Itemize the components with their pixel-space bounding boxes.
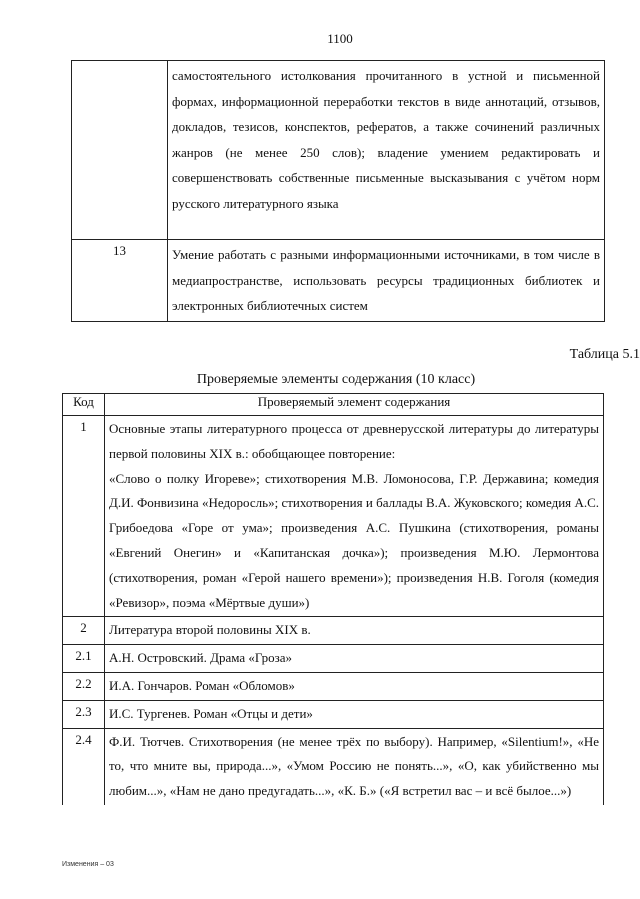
table-continued	[71, 60, 605, 322]
row-content	[105, 416, 604, 617]
table-row	[72, 240, 605, 322]
table-row	[63, 672, 604, 700]
table-row	[63, 416, 604, 617]
table-row	[63, 617, 604, 645]
row-code: 2.3	[63, 700, 105, 728]
table-row	[72, 61, 605, 240]
page-number: 1100	[327, 31, 353, 46]
row-code: 2.1	[63, 645, 105, 673]
table-row	[63, 700, 604, 728]
table-row	[63, 728, 604, 805]
row-code: 2.2	[63, 672, 105, 700]
row-content-line: Основные этапы литературного процесса от древнерусской литературы до литературы первой половины XIX в.: обобщающее повторение:	[109, 421, 599, 461]
header-code: Код	[63, 394, 105, 416]
row-content: А.Н. Островский. Драма «Гроза»	[105, 645, 604, 673]
footer-note: Изменения – 03	[62, 861, 114, 868]
row-content: И.С. Тургенев. Роман «Отцы и дети»	[105, 700, 604, 728]
header-element: Проверяемый элемент содержания	[105, 394, 604, 416]
table-row	[63, 645, 604, 673]
row-content-line: «Слово о полку Игореве»; стихотворения М.В. Ломоносова, Г.Р. Державина; комедия Д.И. Фонвизина «Недоросль»; стихотворения и баллады В.А. Жуковского; комедия А.С. Грибоедова «Горе от ума»; произведения А.С. Пушкина (стихотворения, романы «Евгений Онегин» и «Капитанская дочка»); произведения М.Ю. Лермонтова (стихотворения, роман «Герой нашего времени»); произведения Н.В. Гоголя (комедия «Ревизор», поэма «Мёртвые души»)	[109, 470, 599, 610]
table-title: Проверяемые элементы содержания (10 класс)	[196, 372, 476, 387]
row-code: 2	[63, 617, 105, 645]
table-header-row	[63, 394, 604, 416]
row-content: Литература второй половины XIX в.	[105, 617, 604, 645]
row-number: 13	[72, 240, 168, 322]
content-elements-table	[62, 393, 604, 805]
row-text: Умение работать с разными информационными источниками, в том числе в медиапространстве, использовать ресурсы традиционных библиотек и электронных библиотечных систем	[168, 240, 605, 322]
row-content: И.А. Гончаров. Роман «Обломов»	[105, 672, 604, 700]
row-code: 1	[63, 416, 105, 617]
table-label: Таблица 5.1	[569, 347, 640, 362]
row-text: самостоятельного истолкования прочитанного в устной и письменной формах, информационной переработки текстов в виде аннотаций, отзывов, докладов, тезисов, конспектов, рефератов, а также сочинений различных жанров (не менее 250 слов); владение умением редактировать и совершенствовать собственные письменные высказывания с учётом норм русского литературного языка	[168, 61, 605, 240]
row-content: Ф.И. Тютчев. Стихотворения (не менее трёх по выбору). Например, «Silentium!», «Не то, что мните вы, природа...», «Умом Россию не понять...», «О, как убийственно мы любим...», «Нам не дано предугадать...», «К. Б.» («Я встретил вас – и всё былое...»)	[105, 728, 604, 805]
row-number	[72, 61, 168, 240]
row-code: 2.4	[63, 728, 105, 805]
